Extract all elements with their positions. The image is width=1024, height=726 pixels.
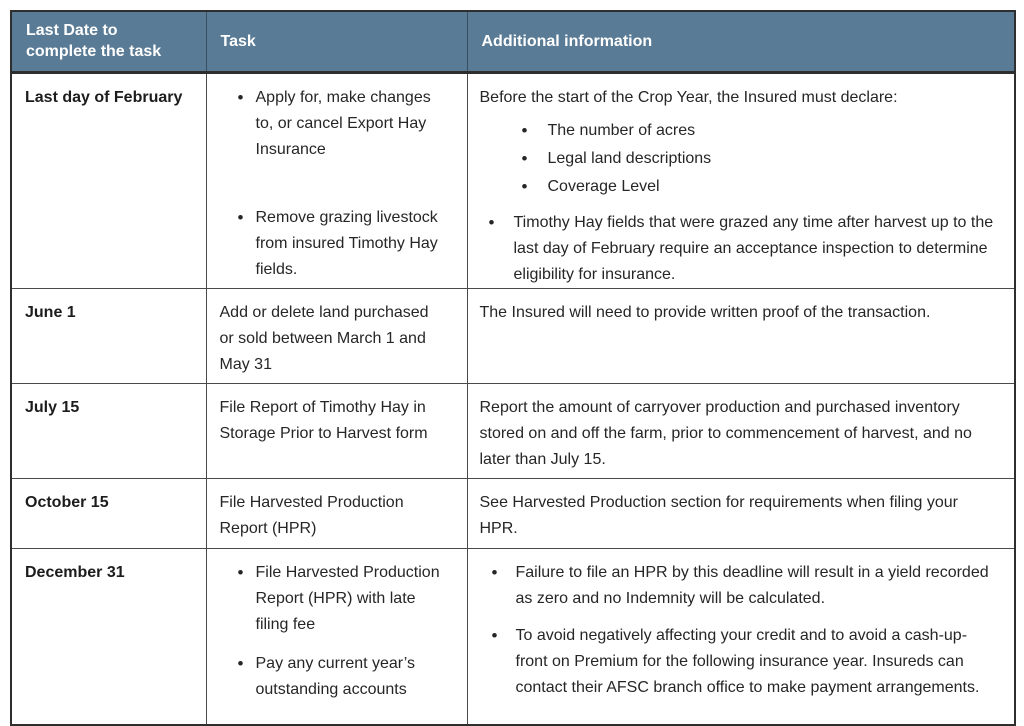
info-cell bbox=[467, 288, 1015, 383]
sub-bullet-item: • Legal land descriptions bbox=[468, 145, 1015, 172]
table-row-february bbox=[11, 72, 1015, 288]
table-row-december-31 bbox=[11, 548, 1015, 725]
col-header-task: Task bbox=[206, 11, 467, 72]
table-row-july-15 bbox=[11, 383, 1015, 478]
bullet-item: • Apply for, make changes to, or cancel Export Hay Insurance bbox=[207, 85, 443, 163]
bullet-item: • Pay any current year’s outstanding accounts bbox=[207, 651, 443, 703]
info-text: The Insured will need to provide written proof of the transaction. bbox=[479, 303, 931, 321]
table-row-october-15 bbox=[11, 478, 1015, 548]
info-cell bbox=[467, 72, 1015, 288]
task-text: File Report of Timothy Hay in Storage Prior to Harvest form bbox=[219, 398, 428, 442]
task-text: File Harvested Production Report (HPR) bbox=[219, 493, 404, 537]
bullet-item: • Remove grazing livestock from insured Timothy Hay fields. bbox=[207, 205, 443, 283]
info-cell bbox=[467, 383, 1015, 478]
table-row-june-1 bbox=[11, 288, 1015, 383]
task-cell bbox=[206, 383, 467, 478]
info-cell bbox=[467, 548, 1015, 725]
info-text: Report the amount of carryover production and purchased inventory stored on and off the farm, prior to commencement of harvest, and no later than July 15. bbox=[479, 398, 972, 468]
sub-bullet-item: • Coverage Level bbox=[468, 173, 1015, 200]
sub-bullet-item: • The number of acres bbox=[468, 117, 1015, 144]
col-header-additional-info: Additional information bbox=[467, 11, 1015, 72]
sub-bullet-list bbox=[468, 117, 1015, 200]
bullet-item: • File Harvested Production Report (HPR) with late filing fee bbox=[207, 560, 443, 638]
info-text: See Harvested Production section for requirements when filing your HPR. bbox=[479, 493, 958, 537]
task-cell bbox=[206, 478, 467, 548]
info-intro: Before the start of the Crop Year, the Insured must declare: bbox=[479, 88, 898, 106]
date-cell: Last day of February bbox=[11, 72, 206, 288]
task-text: Add or delete land purchased or sold between March 1 and May 31 bbox=[219, 303, 429, 373]
date-cell: July 15 bbox=[11, 383, 206, 478]
header-row bbox=[11, 11, 1015, 72]
date-cell: December 31 bbox=[11, 548, 206, 725]
document-page bbox=[10, 10, 1016, 726]
date-cell: June 1 bbox=[11, 288, 206, 383]
deadlines-table bbox=[10, 10, 1016, 726]
task-cell bbox=[206, 288, 467, 383]
bullet-item: • Failure to file an HPR by this deadline will result in a yield recorded as zero and no Indemnity will be calculated. bbox=[468, 560, 993, 612]
date-cell: October 15 bbox=[11, 478, 206, 548]
task-cell bbox=[206, 72, 467, 288]
task-cell bbox=[206, 548, 467, 725]
bullet-item: • Timothy Hay fields that were grazed any time after harvest up to the last day of February require an acceptance inspection to determine eligibility for insurance. bbox=[468, 210, 1001, 288]
bullet-item: • To avoid negatively affecting your credit and to avoid a cash-up-front on Premium for the following insurance year. Insureds can contact their AFSC branch office to make payment arrangements. bbox=[468, 623, 993, 701]
info-cell bbox=[467, 478, 1015, 548]
col-header-last-date: Last Date to complete the task bbox=[11, 11, 206, 72]
